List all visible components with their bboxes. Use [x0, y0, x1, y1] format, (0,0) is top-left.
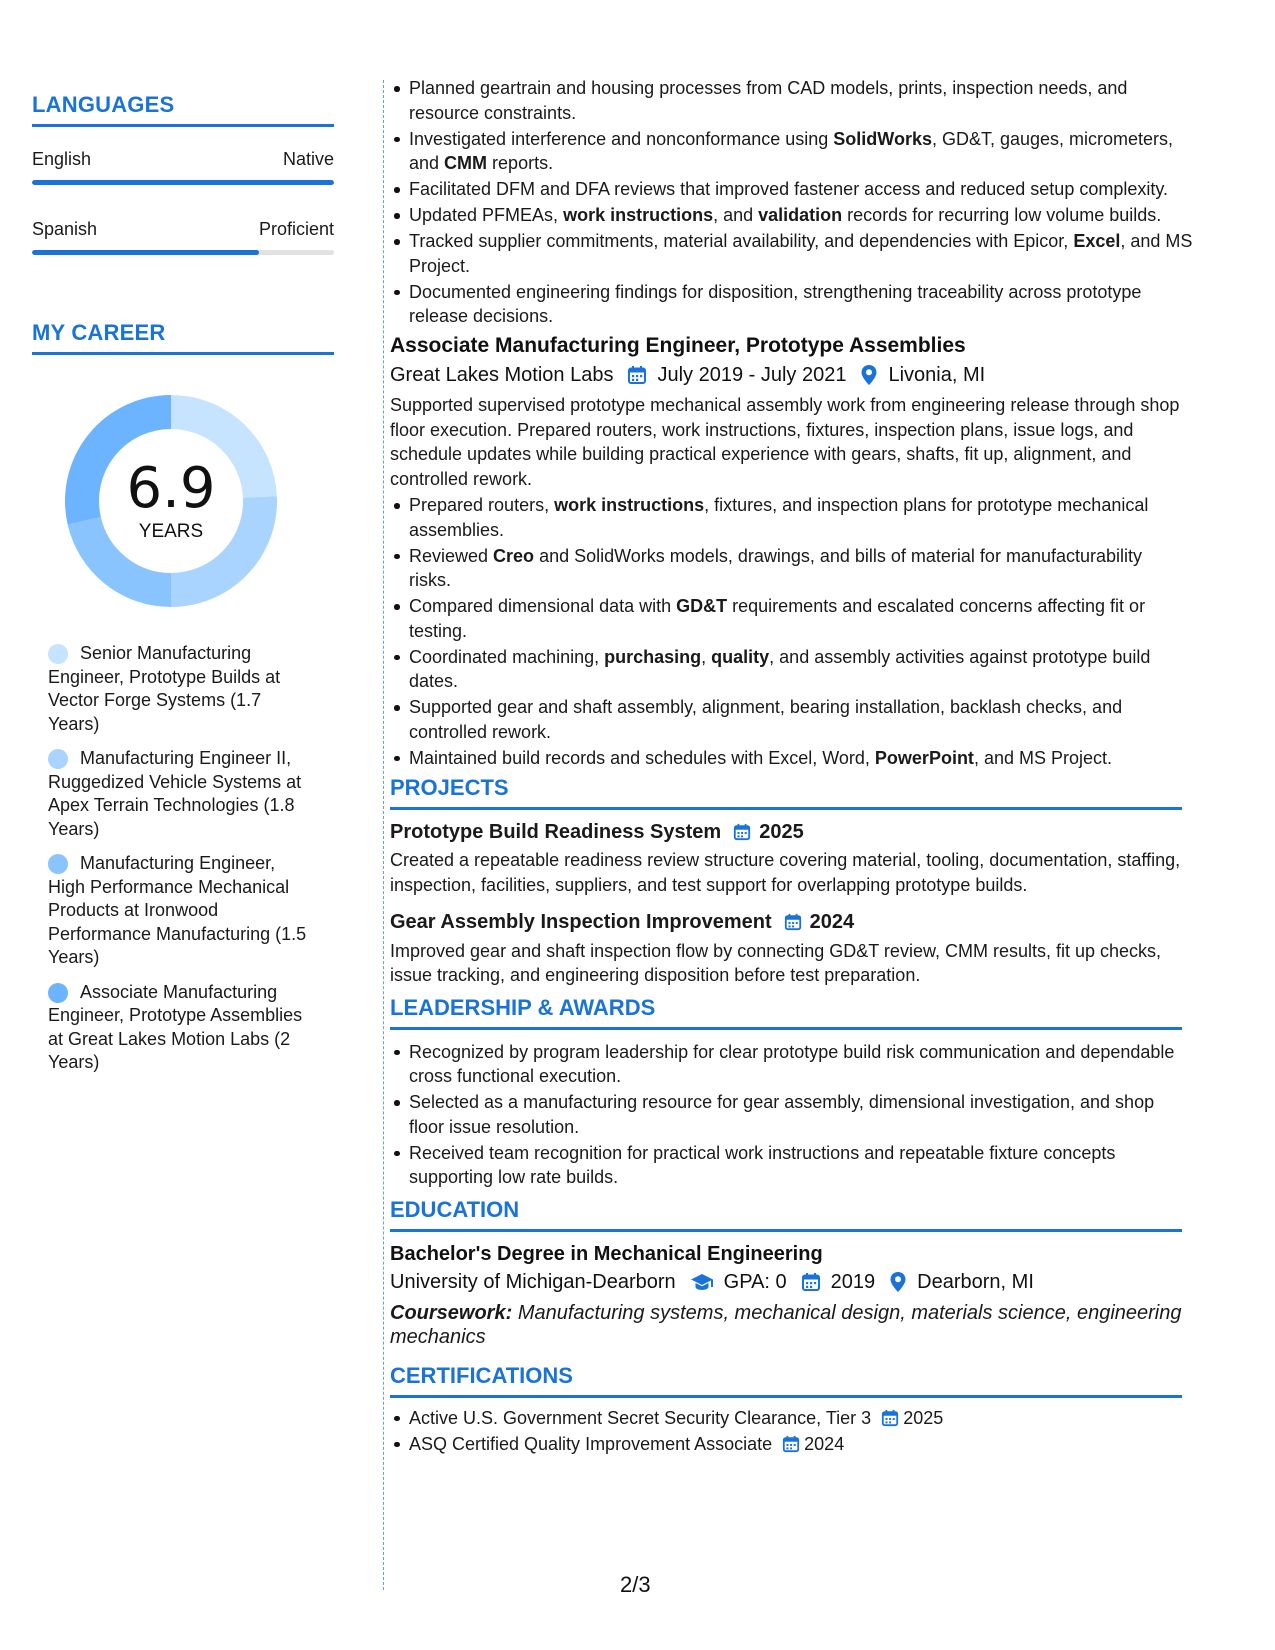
- bullet-keyword: quality: [711, 646, 770, 667]
- bullet-keyword: GD&T: [676, 596, 728, 616]
- career-total-years: 6.9: [126, 456, 216, 521]
- bullet-item: [409, 493, 1182, 542]
- projects-list: [390, 820, 1182, 988]
- language-row: [32, 219, 334, 240]
- language-level-bar: [32, 250, 334, 255]
- bullet-text: , and: [713, 205, 759, 225]
- bullet-text: Investigated interference and nonconformance using: [409, 128, 834, 149]
- projects-section: [390, 776, 1182, 1001]
- bullet-item: [409, 695, 1182, 744]
- coursework-label: Coursework:: [390, 1301, 513, 1324]
- bullet-item: [409, 127, 1201, 176]
- certifications-rule: [390, 1395, 1182, 1398]
- column-divider: [383, 80, 384, 1590]
- bullet-text: records for recurring low volume builds.: [842, 205, 1162, 225]
- bullet-text: ,: [701, 646, 712, 667]
- bullet-item: [409, 177, 1201, 202]
- education-rule: [390, 1229, 1182, 1232]
- career-legend-label: Associate Manufacturing Engineer, Prototype Assemblies at Great Lakes Motion Labs (2 Years): [48, 981, 303, 1072]
- education-section: [390, 1198, 1182, 1350]
- bullet-text: requirements and escalated concerns affecting fit or testing.: [409, 596, 1146, 641]
- leadership-item: Received team recognition for practical work instructions and repeatable fixture concepts supporting low rate builds.: [409, 1141, 1182, 1190]
- project-year: 2024: [809, 911, 855, 933]
- leadership-section: [390, 996, 1182, 1191]
- career-legend-item: [48, 747, 316, 841]
- bullet-text: Facilitated DFM and DFA reviews that improved fastener access and reduced setup complexity.: [409, 179, 1169, 199]
- bullet-text: reports.: [487, 153, 554, 173]
- certification-year: 2025: [903, 1407, 944, 1428]
- gpa: GPA: 0: [723, 1271, 787, 1293]
- language-item: [32, 219, 334, 255]
- job-summary: Supported supervised prototype mechanical assembly work from engineering release through shop floor execution. Prepared routers, work instructions, fixtures, inspection plans, issue logs, and schedule updates while building practical experience with gears, shafts, fit up, alignment, and controlled rework.: [390, 395, 1180, 489]
- calendar-icon: [627, 365, 647, 385]
- calendar-icon: [881, 1409, 899, 1427]
- certifications-title: CERTIFICATIONS: [390, 1363, 573, 1388]
- leadership-item: Selected as a manufacturing resource for gear assembly, dimensional investigation, and shop floor issue resolution.: [409, 1090, 1182, 1139]
- bullet-text: and SolidWorks models, drawings, and bills of material for manufacturability risks.: [409, 545, 1143, 590]
- bullet-item: [409, 544, 1182, 593]
- leadership-item: Recognized by program leadership for clear prototype build risk communication and dependable cross functional execution.: [409, 1040, 1182, 1089]
- career-legend-label: Senior Manufacturing Engineer, Prototype Builds at Vector Forge Systems (1.7 Years): [48, 643, 281, 734]
- language-level: Proficient: [258, 219, 334, 239]
- career-legend-item: [48, 642, 316, 736]
- bullet-keyword: purchasing: [604, 646, 702, 667]
- bullet-keyword: work instructions: [563, 205, 714, 225]
- language-level: Native: [282, 149, 334, 169]
- job-meta: [390, 363, 1182, 388]
- graduation-cap-icon: [690, 1273, 714, 1291]
- page-number: 2/3: [620, 1572, 651, 1597]
- language-name: English: [32, 149, 92, 169]
- bullet-text: Reviewed: [409, 545, 494, 566]
- previous-job-bullets: [390, 76, 1201, 330]
- calendar-icon: [782, 1435, 800, 1453]
- calendar-icon: [784, 913, 802, 931]
- coursework: [390, 1301, 1182, 1350]
- calendar-icon: [801, 1272, 821, 1292]
- location-pin-icon: [860, 364, 878, 386]
- project-title-row: [390, 910, 1182, 935]
- bullet-keyword: Excel: [1073, 231, 1121, 251]
- bullet-keyword: Creo: [493, 545, 535, 566]
- project-item: [390, 820, 1182, 898]
- project-title-row: [390, 820, 1182, 845]
- project-name: Prototype Build Readiness System: [390, 820, 722, 843]
- legend-dot: [48, 854, 68, 874]
- project-year: 2025: [759, 820, 804, 843]
- bullet-keyword: CMM: [444, 153, 488, 173]
- project-item: [390, 910, 1182, 988]
- bullet-text: Compared dimensional data with: [409, 596, 677, 616]
- bullet-text: , GD&T, gauges, micrometers, and: [409, 128, 1174, 173]
- bullet-item: [409, 645, 1182, 694]
- certification-name: ASQ Certified Quality Improvement Associate: [409, 1433, 773, 1454]
- career-legend-label: Manufacturing Engineer, High Performance Mechanical Products at Ironwood Performance Manufacturing (1.5 Years): [48, 853, 307, 967]
- bullet-text: Documented engineering findings for disposition, strengthening traceability across prototype release decisions.: [409, 281, 1142, 326]
- project-name: Gear Assembly Inspection Improvement: [390, 911, 772, 933]
- legend-dot: [48, 644, 68, 664]
- certifications-section: [390, 1364, 1182, 1458]
- projects-rule: [390, 807, 1182, 810]
- bullet-text: , and assembly activities against prototype build dates.: [409, 646, 1151, 691]
- career-total-unit: YEARS: [138, 521, 204, 542]
- education-title: EDUCATION: [390, 1197, 520, 1222]
- language-name: Spanish: [32, 219, 98, 239]
- project-description: Improved gear and shaft inspection flow by connecting GD&T review, CMM results, fit up checks, issue tracking, and engineering disposition before test preparation.: [390, 940, 1162, 985]
- job-location: Livonia, MI: [888, 363, 986, 386]
- bullet-item: [409, 280, 1201, 329]
- donut-center: [64, 394, 278, 608]
- bullet-keyword: PowerPoint: [874, 747, 974, 768]
- education-meta: [390, 1270, 1182, 1295]
- bullet-text: , and MS Project.: [409, 231, 1193, 276]
- career-legend: [48, 642, 316, 1086]
- leadership-rule: [390, 1027, 1182, 1030]
- languages-title: LANGUAGES: [32, 92, 175, 117]
- leadership-title: LEADERSHIP & AWARDS: [390, 995, 656, 1020]
- language-level-fill: [32, 250, 259, 255]
- career-rule: [32, 352, 334, 355]
- career-donut-chart: [32, 0, 262, 210]
- bullet-text: Maintained build records and schedules with Excel, Word,: [409, 747, 875, 768]
- job-bullets: [390, 493, 1182, 770]
- projects-title: PROJECTS: [390, 775, 509, 800]
- career-legend-item: [48, 981, 316, 1075]
- leadership-list: [390, 1040, 1182, 1190]
- bullet-item: [409, 594, 1182, 643]
- bullet-text: Updated PFMEAs,: [409, 205, 564, 225]
- bullet-keyword: work instructions: [554, 495, 705, 515]
- certification-item: [409, 1406, 1182, 1431]
- career-legend-item: [48, 852, 316, 970]
- legend-dot: [48, 749, 68, 769]
- certification-item: [409, 1432, 1182, 1457]
- coursework-text: Manufacturing systems, mechanical design, materials science, engineering mechanics: [390, 1301, 1182, 1348]
- bullet-text: Planned geartrain and housing processes from CAD models, prints, inspection needs, and resource constraints.: [409, 78, 1128, 123]
- career-section: [32, 320, 334, 355]
- job-entry: [390, 334, 1182, 772]
- calendar-icon: [733, 823, 751, 841]
- bullet-text: Prepared routers,: [409, 495, 555, 515]
- job-company: Great Lakes Motion Labs: [390, 363, 614, 386]
- school-location: Dearborn, MI: [917, 1271, 1034, 1293]
- certification-name: Active U.S. Government Secret Security Clearance, Tier 3: [409, 1407, 872, 1428]
- certification-year: 2024: [804, 1433, 845, 1454]
- certifications-list: [390, 1406, 1182, 1457]
- career-donut: [64, 394, 278, 608]
- location-pin-icon: [889, 1271, 907, 1293]
- career-title: MY CAREER: [32, 320, 166, 345]
- bullet-text: Supported gear and shaft assembly, alignment, bearing installation, backlash checks, and controlled rework.: [409, 697, 1123, 742]
- degree-title: Bachelor's Degree in Mechanical Engineering: [390, 1242, 823, 1265]
- career-legend-label: Manufacturing Engineer II, Ruggedized Vehicle Systems at Apex Terrain Technologies (1.8 Years): [48, 748, 302, 839]
- bullet-text: Tracked supplier commitments, material availability, and dependencies with Epicor,: [409, 231, 1074, 251]
- job-title: Associate Manufacturing Engineer, Prototype Assemblies: [390, 334, 966, 357]
- bullet-item: [409, 76, 1201, 125]
- bullet-keyword: validation: [758, 205, 843, 225]
- project-description: Created a repeatable readiness review structure covering material, tooling, documentation, staffing, inspection, facilities, suppliers, and test support for overlapping prototype builds.: [390, 850, 1181, 895]
- bullet-text: , fixtures, and inspection plans for prototype mechanical assemblies.: [409, 495, 1149, 540]
- bullet-keyword: SolidWorks: [833, 128, 932, 149]
- graduation-year: 2019: [830, 1271, 876, 1293]
- bullet-text: Coordinated machining,: [409, 646, 605, 667]
- job-dates: July 2019 - July 2021: [657, 363, 847, 386]
- bullet-item: [409, 746, 1182, 771]
- school-name: University of Michigan-Dearborn: [390, 1271, 676, 1293]
- bullet-text: , and MS Project.: [973, 747, 1112, 768]
- legend-dot: [48, 983, 68, 1003]
- bullet-item: [409, 229, 1201, 278]
- bullet-item: [409, 203, 1201, 228]
